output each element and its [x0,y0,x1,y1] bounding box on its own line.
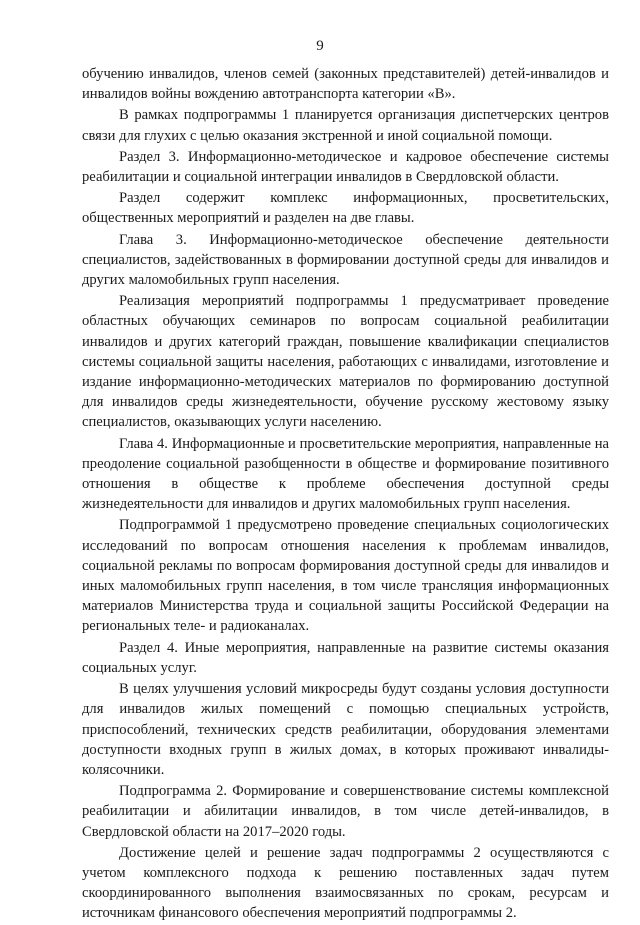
paragraph: В целях улучшения условий микросреды будут созданы условия доступности для инвалидов жилых помещений с помощью специальных устройств, приспособлений, технических средств реабилитации, оборудования элементами доступности входных групп в жилых домах, в которых проживают инвалиды-колясочники. [82,681,609,778]
chapter-4-heading: Глава 4. Информационные и просветительские мероприятия, направленные на преодоление социальной разобщенности в обществе и формирование позитивного отношения в обществе к проблеме обеспечения доступной среды жизнедеятельности для инвалидов и других маломобильных групп населения. [82,435,609,513]
paragraph: Реализация мероприятий подпрограммы 1 предусматривает проведение областных обучающих семинаров по вопросам социальной реабилитации инвалидов и других категорий граждан, повышение квалификации специалистов системы социальной защиты населения, работающих с инвалидами, изготовление и издание информационно-методических материалов по формированию доступной для инвалидов среды жизнедеятельности, обучение русскому жестовому языку специалистов, оказывающих услуги населению. [82,293,609,431]
paragraph-continuation: обучению инвалидов, членов семей (законных представителей) детей-инвалидов и инвалидов войны вождению автотранспорта категории «В». [82,66,609,103]
body-text [82,64,609,925]
paragraph: Достижение целей и решение задач подпрограммы 2 осуществляются с учетом комплексного подхода к решению поставленных задач путем скоординированного выполнения взаимосвязанных по срокам, ресурсам и источникам финансового обеспечения мероприятий подпрограммы 2. [82,844,609,922]
section-3-heading: Раздел 3. Информационно-методическое и кадровое обеспечение системы реабилитации и социальной интеграции инвалидов в Свердловской области. [82,148,609,186]
subprogram-2-heading: Подпрограмма 2. Формирование и совершенствование системы комплексной реабилитации и абилитации инвалидов, в том числе детей-инвалидов, в Свердловской области на 2017–2020 годы. [82,783,609,840]
paragraph: Раздел содержит комплекс информационных, просветительских, общественных мероприятий и разделен на две главы. [82,190,609,227]
paragraph: Подпрограммой 1 предусмотрено проведение специальных социологических исследований по вопросам отношения населения к проблемам инвалидов, социальной рекламы по вопросам формирования доступной среды для инвалидов и иных маломобильных групп населения, в том числе трансляция информационных материалов Министерства труда и социальной защиты Российской Федерации на региональных теле- и радиоканалах. [82,517,609,635]
section-4-heading: Раздел 4. Иные мероприятия, направленные на развитие системы оказания социальных услуг. [82,639,609,676]
paragraph: В рамках подпрограммы 1 планируется организация диспетчерских центров связи для глухих с целью оказания экстренной и иной социальной помощи. [82,107,609,144]
chapter-3-heading: Глава 3. Информационно-методическое обеспечение деятельности специалистов, задействованных в формировании доступной среды для инвалидов и других маломобильных групп населения. [82,231,609,289]
page-number: 9 [316,38,324,54]
